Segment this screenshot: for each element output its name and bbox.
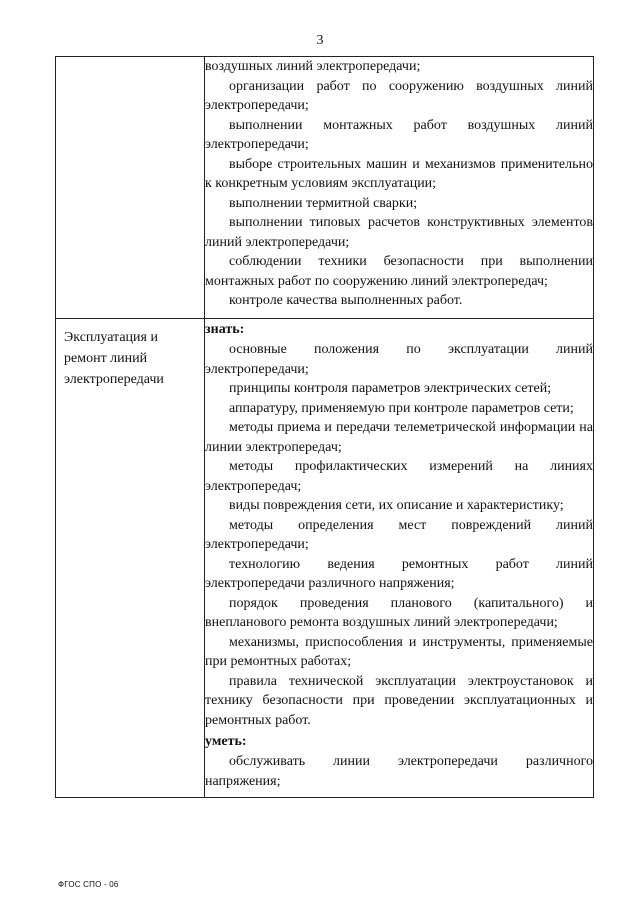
know-heading: знать: xyxy=(205,322,245,337)
able-heading: уметь: xyxy=(205,734,247,749)
table-row-2 xyxy=(56,319,594,798)
section-title: Эксплуатация и ремонт линий электропередачи xyxy=(64,330,164,387)
list-item: методы профилактических измерений на линиях электропередач; xyxy=(205,459,593,494)
list-item: выполнении типовых расчетов конструктивных элементов линий электропередачи; xyxy=(205,215,593,250)
page-number: 3 xyxy=(316,33,324,48)
list-item: технологию ведения ремонтных работ линий электропередачи различного напряжения; xyxy=(205,556,593,591)
list-item: выполнении термитной сварки; xyxy=(229,195,418,211)
list-item: соблюдении техники безопасности при выполнении монтажных работ по сооружению линий электропередач; xyxy=(205,254,593,289)
list-item: выполнении монтажных работ воздушных линий электропередачи; xyxy=(205,117,593,152)
list-item: аппаратуру, применяемую при контроле параметров сети; xyxy=(229,400,574,416)
list-item: порядок проведения планового (капитального) и внепланового ремонта воздушных линий электропередачи; xyxy=(205,595,593,630)
list-item: организации работ по сооружению воздушных линий электропередачи; xyxy=(205,78,593,113)
list-item: контроле качества выполненных работ. xyxy=(229,293,463,308)
list-item: правила технической эксплуатации электроустановок и технику безопасности при проведении эксплуатационных и ремонтных работ. xyxy=(205,673,593,728)
row-1-right-cell xyxy=(205,57,594,319)
row-2-left-cell xyxy=(56,319,205,798)
list-item: обслуживать линии электропередачи различного напряжения; xyxy=(205,754,593,789)
row-1-left-cell xyxy=(56,57,205,319)
list-item: методы приема и передачи телеметрической информации на линии электропередач; xyxy=(205,420,593,455)
list-item: виды повреждения сети, их описание и характеристику; xyxy=(229,498,564,513)
table-row-1 xyxy=(56,57,594,319)
footer-code: ФГОС СПО - 06 xyxy=(58,880,119,889)
list-item: воздушных линий электропередачи; xyxy=(205,59,421,74)
list-item: механизмы, приспособления и инструменты, применяемые при ремонтных работах; xyxy=(205,634,593,669)
competency-table xyxy=(55,56,594,798)
list-item: основные положения по эксплуатации линий электропередачи; xyxy=(205,342,593,377)
row-2-right-cell xyxy=(205,319,594,798)
list-item: принципы контроля параметров электрических сетей; xyxy=(229,381,552,396)
list-item: методы определения мест повреждений линий электропередачи; xyxy=(205,517,593,552)
list-item: выборе строительных машин и механизмов применительно к конкретным условиям эксплуатации; xyxy=(205,156,593,191)
